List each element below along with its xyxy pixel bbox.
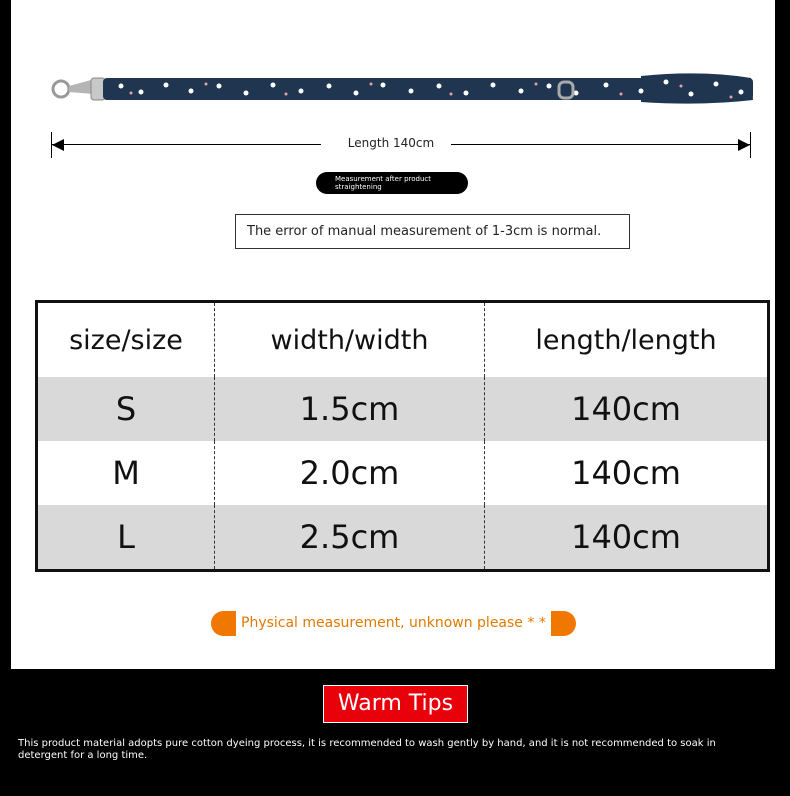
product-panel [11, 0, 775, 669]
table-row [38, 441, 767, 505]
length-dimension [51, 132, 751, 158]
table-header-row [38, 303, 767, 377]
warm-tips-title: Warm Tips [323, 685, 468, 723]
header-size: size/size [38, 303, 215, 377]
table-row [38, 505, 767, 569]
cell-width: 1.5cm [215, 377, 485, 441]
physical-measurement-banner [211, 611, 576, 636]
arrow-right-icon [738, 139, 750, 151]
measurement-note-badge: Measurement after product straightening [316, 172, 468, 194]
leash-image [41, 64, 761, 114]
table-row [38, 377, 767, 441]
banner-right-cap [551, 611, 576, 636]
header-length: length/length [535, 324, 717, 356]
size-table [35, 300, 770, 572]
snap-hook-icon [53, 78, 105, 100]
dimension-label: Length 140cm [347, 136, 435, 150]
cell-size: M [38, 441, 215, 505]
cell-width: 2.5cm [215, 505, 485, 569]
cell-size: S [38, 377, 215, 441]
physical-note: Physical measurement, unknown please * * [241, 615, 546, 631]
cell-size: L [38, 505, 215, 569]
cell-width: 2.0cm [215, 441, 485, 505]
cell-length: 140cm [571, 454, 681, 492]
header-width: width/width [215, 303, 485, 377]
error-note: The error of manual measurement of 1-3cm is normal. [235, 214, 630, 249]
arrow-left-icon [52, 139, 64, 151]
care-instructions: This product material adopts pure cotton dyeing process, it is recommended to wash gently by hand, and it is not recommended to soak in detergent for a long time. [18, 738, 716, 761]
banner-left-cap [211, 611, 236, 636]
cell-length: 140cm [571, 518, 681, 556]
cell-length: 140cm [571, 390, 681, 428]
